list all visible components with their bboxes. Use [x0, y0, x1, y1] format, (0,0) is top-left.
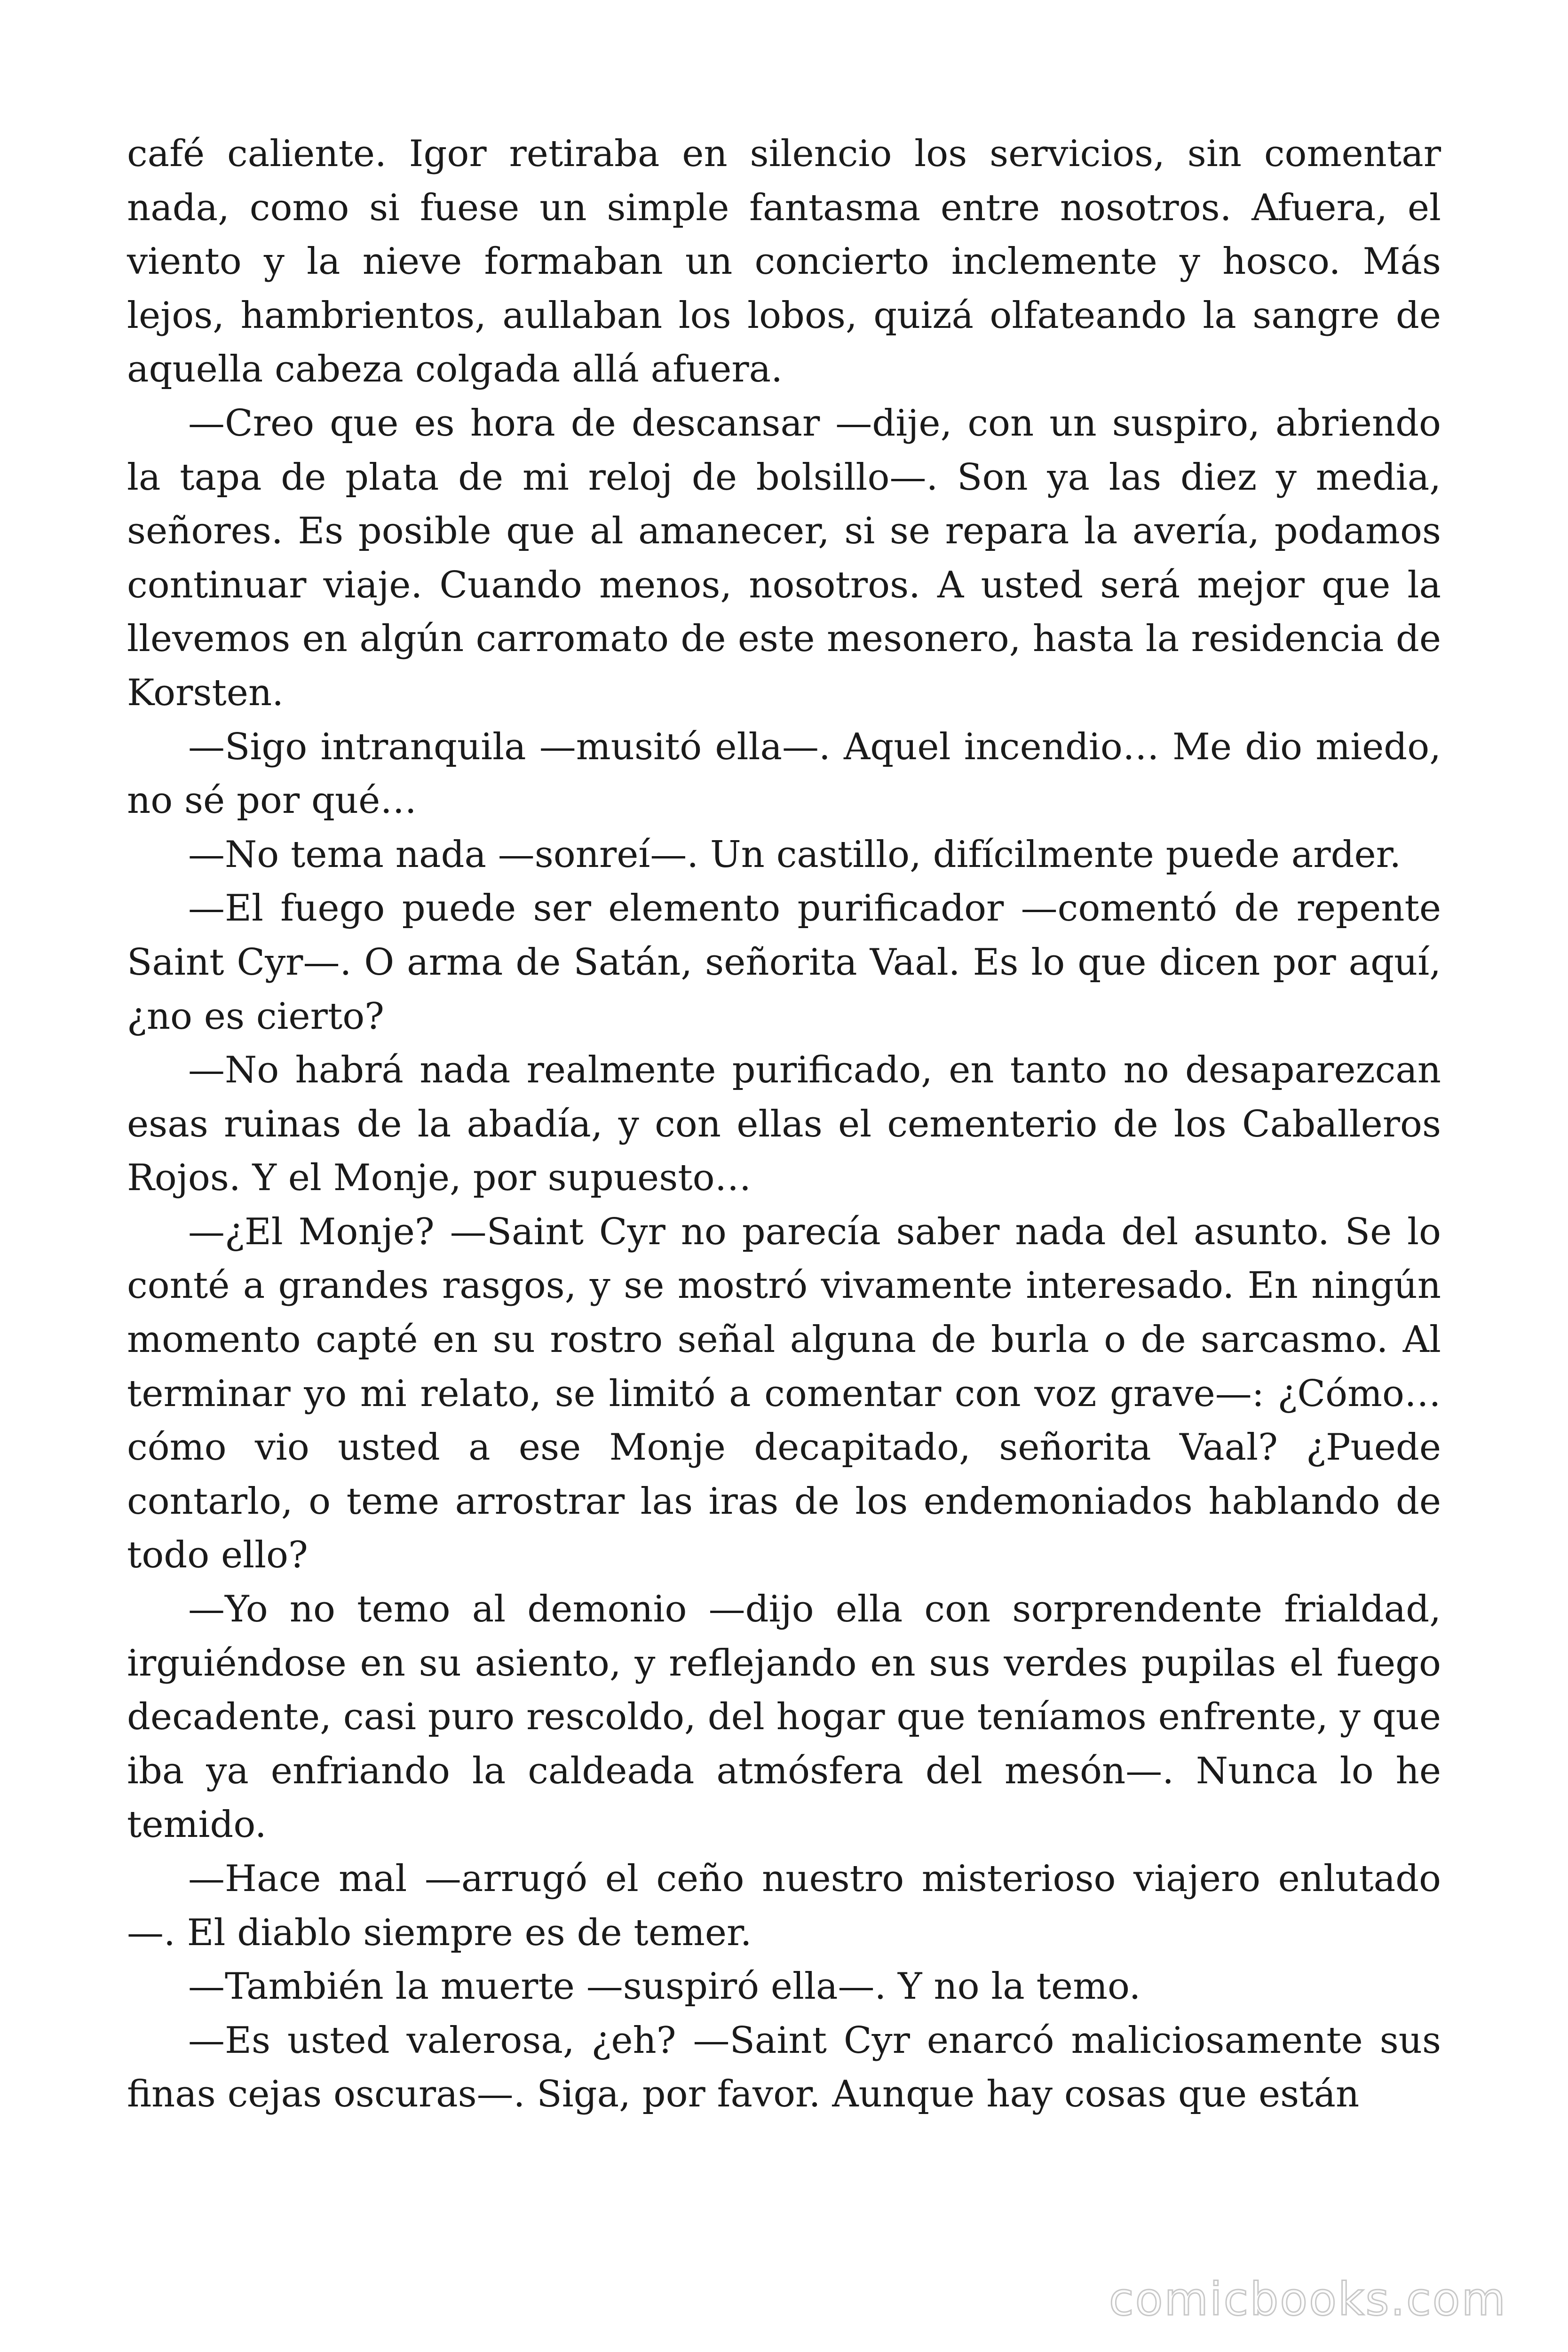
paragraph-3: —Sigo intranquila —musitó ella—. Aquel incendio… Me dio miedo, no sé por qué… [127, 725, 1441, 822]
page-text [127, 127, 1441, 2122]
paragraph-6: —No habrá nada realmente purificado, en tanto no desaparezcan esas ruinas de la abadía, y con ellas el cementerio de los Caballeros Rojos. Y el Monje, por supuesto… [127, 1049, 1441, 1200]
paragraph-7: —¿El Monje? —Saint Cyr no parecía saber nada del asunto. Se lo conté a grandes rasgos, y se mostró vivamente interesado. En ningún momento capté en su rostro señal alguna de burla o de sarcasmo. Al terminar yo mi relato, se limitó a comentar con voz grave—: ¿Cómo… cómo vio usted a ese Monje decapitado, señorita Vaal? ¿Puede contarlo, o teme arrostrar las iras de los endemoniados hablando de todo ello? [127, 1210, 1441, 1577]
paragraph-9: —Hace mal —arrugó el ceño nuestro misterioso viajero enlutado —. El diablo siempre es de temer. [127, 1858, 1441, 1954]
paragraph-2: —Creo que es hora de descansar —dije, con un suspiro, abriendo la tapa de plata de mi reloj de bolsillo—. Son ya las diez y media, señores. Es posible que al amanecer, si se repara la avería, podamos continuar viaje. Cuando menos, nosotros. A usted será mejor que la llevemos en algún carromato de este mesonero, hasta la residencia de Korsten. [127, 402, 1441, 714]
paragraph-4: —No tema nada —sonreí—. Un castillo, difícilmente puede arder. [188, 833, 1402, 876]
paragraph-10: —También la muerte —suspiró ella—. Y no la temo. [188, 1965, 1141, 2008]
paragraph-11: —Es usted valerosa, ¿eh? —Saint Cyr enarcó maliciosamente sus finas cejas oscuras—. Siga, por favor. Aunque hay cosas que están [127, 2019, 1441, 2116]
paragraph-5: —El fuego puede ser elemento purificador —comentó de repente Saint Cyr—. O arma de Satán, señorita Vaal. Es lo que dicen por aquí, ¿no es cierto? [127, 887, 1441, 1038]
paragraph-1: café caliente. Igor retiraba en silencio los servicios, sin comentar nada, como si fuese un simple fantasma entre nosotros. Afuera, el viento y la nieve formaban un concierto inclemente y hosco. Más lejos, hambrientos, aullaban los lobos, quizá olfateando la sangre de aquella cabeza colgada allá afuera. [127, 133, 1441, 391]
watermark: comicbooks.com [1109, 2273, 1507, 2326]
paragraph-8: —Yo no temo al demonio —dijo ella con sorprendente frialdad, irguiéndose en su asiento, y reflejando en sus verdes pupilas el fuego decadente, casi puro rescoldo, del hogar que teníamos enfrente, y que iba ya enfriando la caldeada atmósfera del mesón—. Nunca lo he temido. [127, 1588, 1441, 1846]
